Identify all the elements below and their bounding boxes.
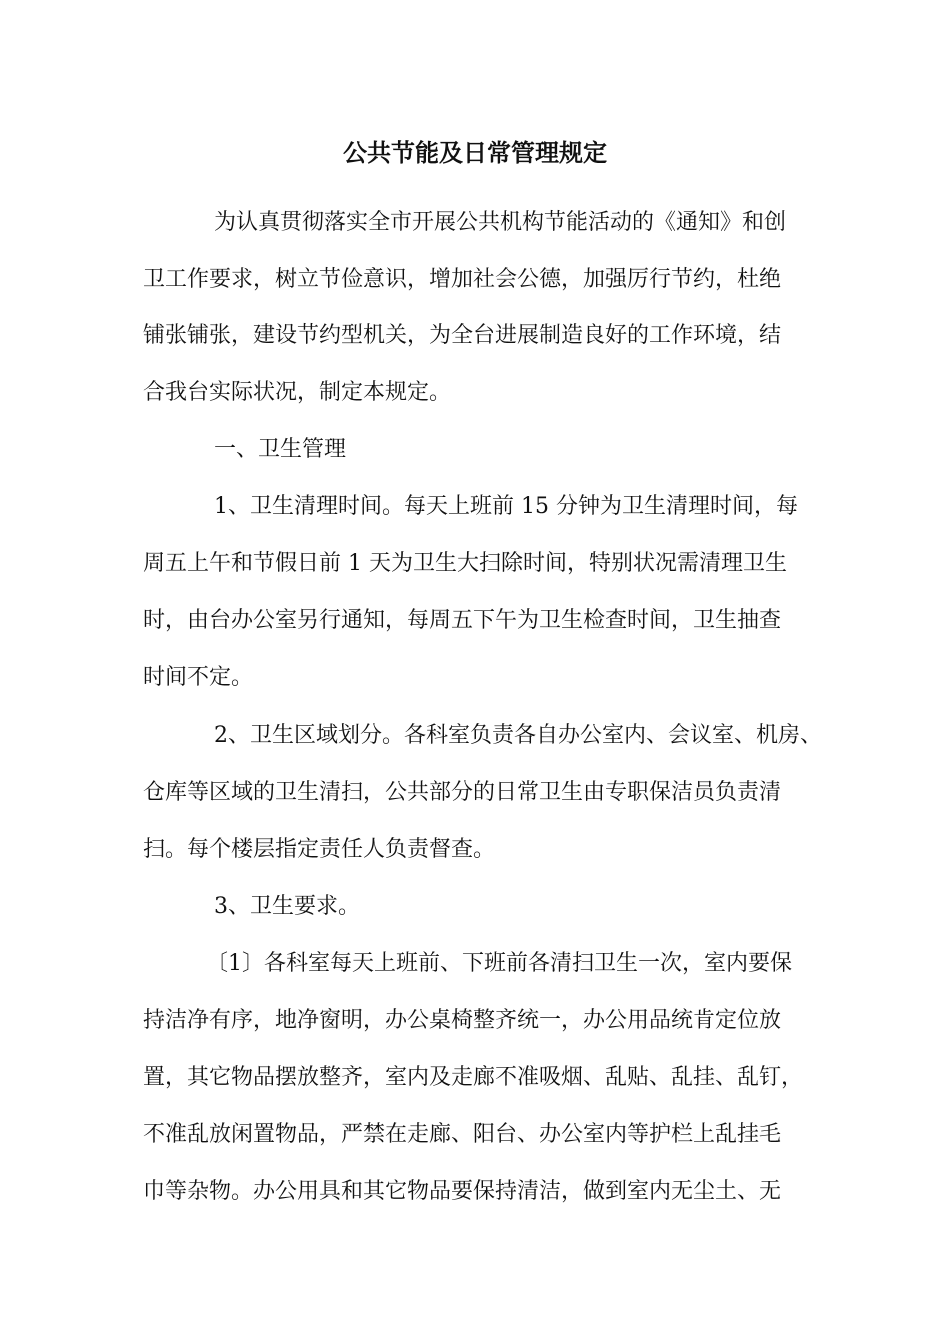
paragraph-line: 合我台实际状况，制定本规定。 [143, 380, 452, 405]
paragraph-line: 2、卫生区域划分。各科室负责各自办公室内、会议室、机房、 [214, 723, 822, 748]
paragraph-line: 〔1〕各科室每天上班前、下班前各清扫卫生一次，室内要保 [206, 951, 792, 976]
paragraph-line: 1、卫生清理时间。每天上班前 15 分钟为卫生清理时间，每 [214, 494, 798, 519]
paragraph-line: 为认真贯彻落实全市开展公共机构节能活动的《通知》和创 [214, 210, 787, 235]
paragraph-line: 不准乱放闲置物品，严禁在走廊、阳台、办公室内等护栏上乱挂毛 [143, 1122, 782, 1147]
paragraph-line: 时间不定。 [143, 665, 254, 690]
paragraph-line: 巾等杂物。办公用具和其它物品要保持清洁，做到室内无尘土、无 [143, 1179, 782, 1204]
paragraph-line: 3、卫生要求。 [214, 894, 360, 919]
paragraph-line: 持洁净有序，地净窗明，办公桌椅整齐统一，办公用品统肯定位放 [143, 1008, 782, 1033]
paragraph-line: 仓库等区域的卫生清扫，公共部分的日常卫生由专职保洁员负责清 [143, 780, 782, 805]
paragraph-line: 置，其它物品摆放整齐，室内及走廊不准吸烟、乱贴、乱挂、乱钉， [143, 1065, 804, 1090]
section-heading: 一、卫生管理 [214, 437, 347, 462]
document-title: 公共节能及日常管理规定 [343, 139, 607, 167]
paragraph-line: 卫工作要求，树立节俭意识，增加社会公德，加强厉行节约，杜绝 [143, 267, 782, 292]
paragraph-line: 铺张铺张，建设节约型机关，为全台进展制造良好的工作环境，结 [143, 323, 782, 348]
paragraph-line: 扫。每个楼层指定责任人负责督查。 [143, 837, 496, 862]
paragraph-line: 时，由台办公室另行通知，每周五下午为卫生检查时间，卫生抽查 [143, 608, 782, 633]
paragraph-line: 周五上午和节假日前 1 天为卫生大扫除时间，特别状况需清理卫生 [143, 551, 787, 576]
